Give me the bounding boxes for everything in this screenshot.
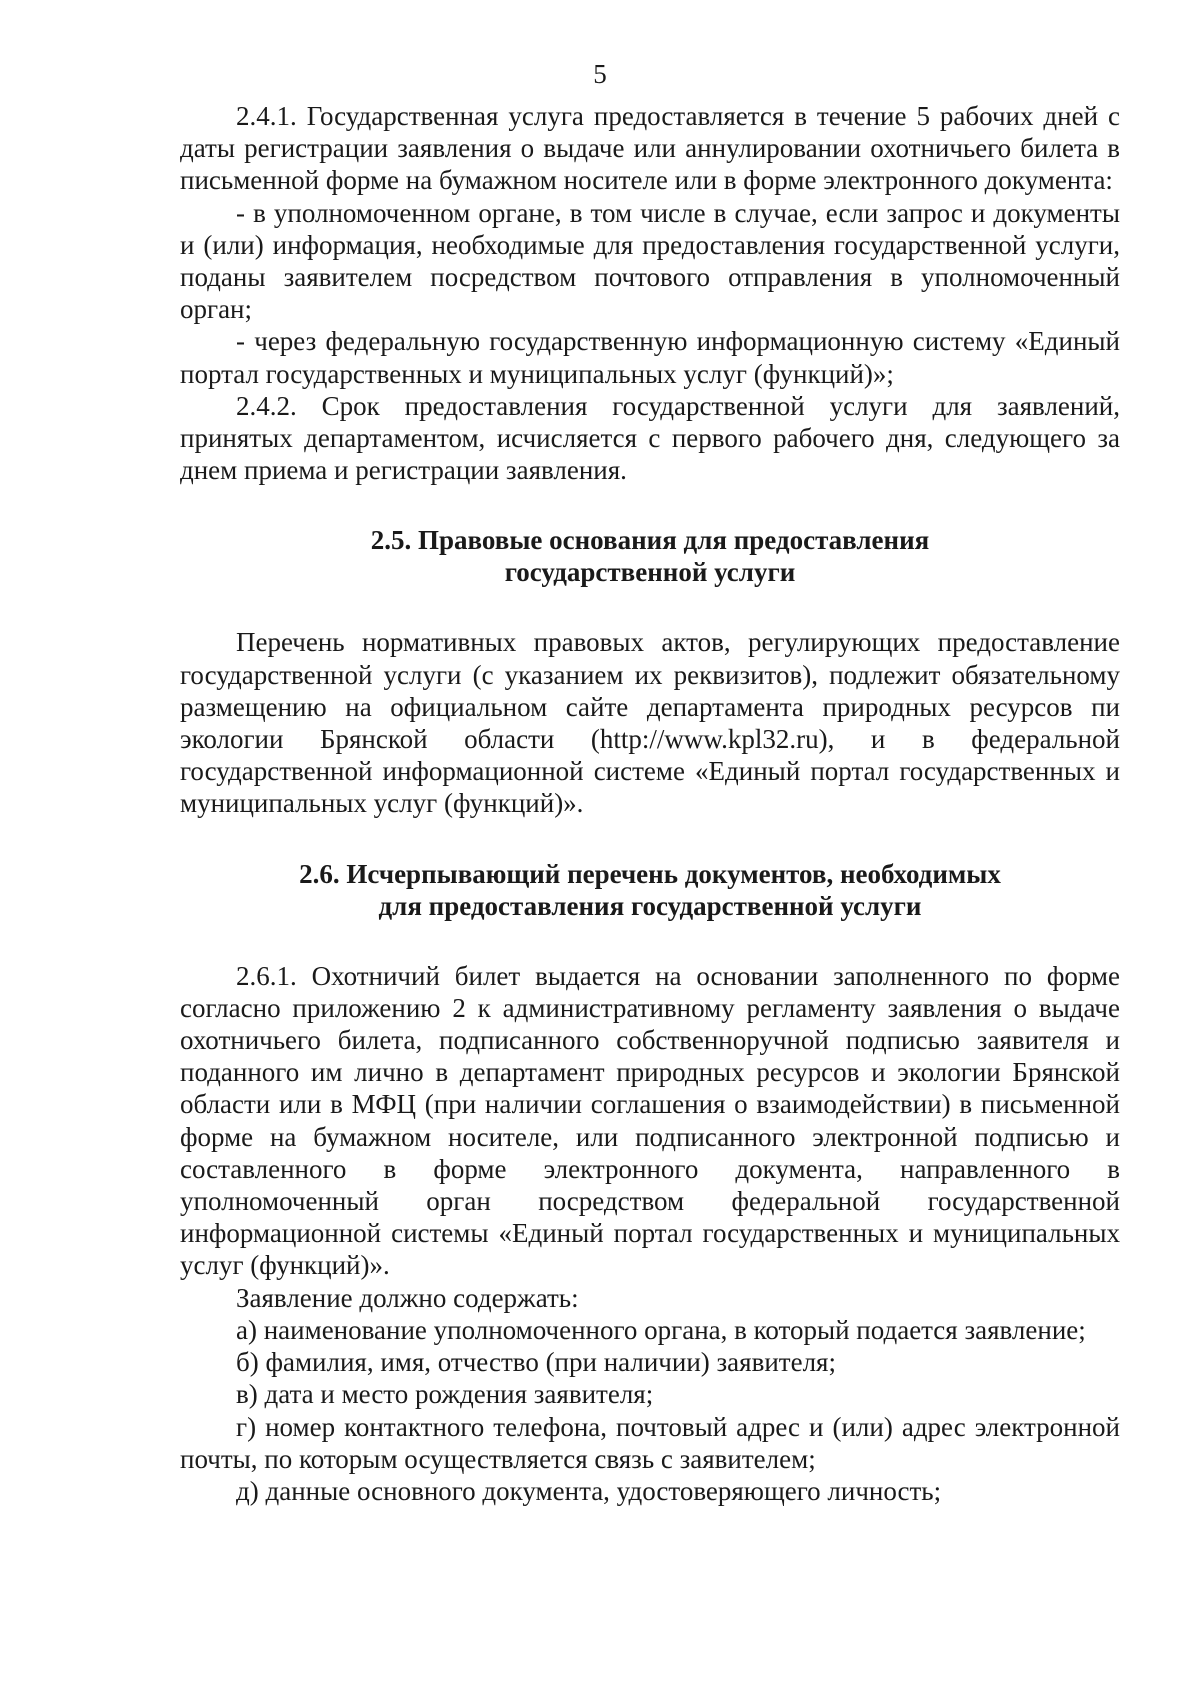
- list-item: д) данные основного документа, удостоверяющего личность;: [236, 1475, 942, 1506]
- paragraph-2-4-2: 2.4.2. Срок предоставления государственной услуги для заявлений, принятых департаментом, исчисляется с первого рабочего дня, следующего за днем приема и регистрации заявления.: [180, 390, 1120, 486]
- list-item: в) дата и место рождения заявителя;: [236, 1379, 654, 1410]
- paragraph-2-4-1: 2.4.1. Государственная услуга предоставляется в течение 5 рабочих дней с даты регистрации заявления о выдаче или аннулировании охотничьего билета в письменной форме на бумажном носителе или в форме электронного документа:: [180, 101, 1120, 196]
- list-item: - в уполномоченном органе, в том числе в случае, если запрос и документы и (или) информация, необходимые для предоставления государственной услуги, поданы заявителем посредством почтового отправления в уполномоченный орган;: [180, 197, 1120, 325]
- section-heading-2-5: [180, 524, 1120, 588]
- document-body: [180, 100, 1120, 1507]
- list-item: - через федеральную государственную информационную систему «Единый портал государственных и муниципальных услуг (функций)»;: [180, 326, 1120, 389]
- heading-line: 2.6. Исчерпывающий перечень документов, необходимых: [299, 858, 1001, 889]
- paragraph-intro: Заявление должно содержать:: [236, 1282, 579, 1313]
- heading-line: государственной услуги: [504, 557, 796, 588]
- heading-line: для предоставления государственной услуги: [378, 890, 922, 921]
- list-item: б) фамилия, имя, отчество (при наличии) заявителя;: [236, 1347, 836, 1378]
- paragraph-2-6-1: 2.6.1. Охотничий билет выдается на основании заполненного по форме согласно приложению 2 к административному регламенту заявления о выдаче охотничьего билета, подписанного собственноручной подписью заявителя и поданного им лично в департамент природных ресурсов и экологии Брянской области или в МФЦ (при наличии соглашения о взаимодействии) в письменной форме на бумажном носителе, или подписанного электронной подписью и составленного в форме электронного документа, направленного в уполномоченный орган посредством федеральной государственной информационной системы «Единый портал государственных и муниципальных услуг (функций)».: [180, 960, 1120, 1281]
- heading-line: 2.5. Правовые основания для предоставления: [370, 525, 930, 556]
- list-item: г) номер контактного телефона, почтовый адрес и (или) адрес электронной почты, по которым осуществляется связь с заявителем;: [180, 1411, 1120, 1474]
- paragraph-2-5-body: Перечень нормативных правовых актов, регулирующих предоставление государственной услуги (с указанием их реквизитов), подлежит обязательному размещению на официальном сайте департамента природных ресурсов пи экологии Брянской области (http://www.kpl32.ru), и в федеральной государственной информационной системе «Единый портал государственных и муниципальных услуг (функций)».: [180, 627, 1120, 819]
- page-number: 5: [593, 59, 607, 89]
- section-heading-2-6: [180, 858, 1120, 922]
- list-item: а) наименование уполномоченного органа, в который подается заявление;: [236, 1314, 1086, 1345]
